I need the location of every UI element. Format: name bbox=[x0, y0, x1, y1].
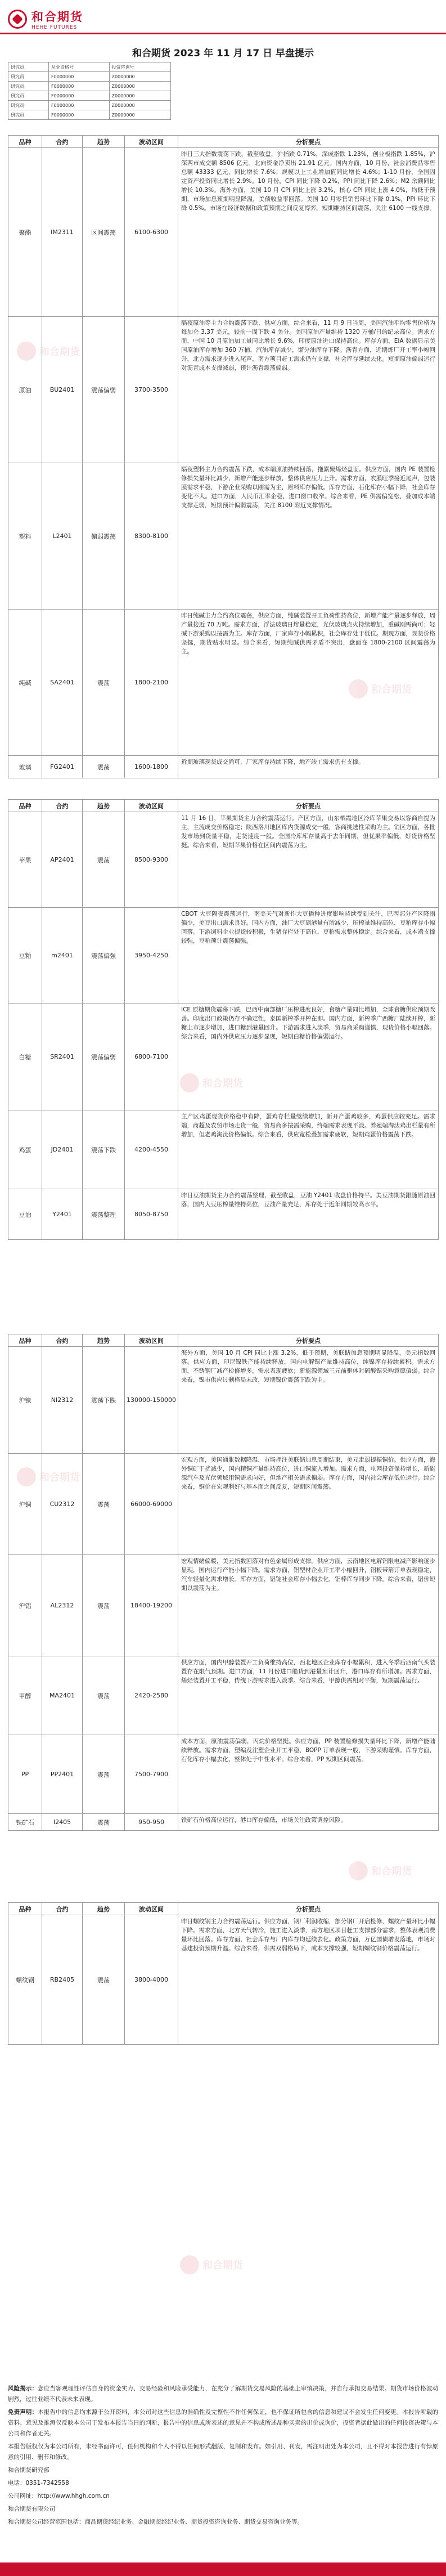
cell-variety: 沪镍 bbox=[8, 1347, 42, 1454]
watermark-logo-icon bbox=[349, 1861, 368, 1880]
column-header-contract: 合约 bbox=[42, 1334, 83, 1347]
cell-range: 18400-19200 bbox=[125, 1555, 178, 1656]
contact-row bbox=[8, 62, 171, 72]
table-header-row bbox=[8, 136, 439, 148]
cell-analysis: 昨日螺纹钢主力合约震荡运行。供应方面，钢厂利润收缩，部分钢厂开启检修，螺纹产量环比小幅下降。需求方面，北方天气转冷，施工进入淡季，南方地区项目赶工支撑部分需求，整体表观消费量环比回落。库存方面，社会库存与厂内库存均延续去化。政策方面，万亿国债增发落地，市场对基建投资预期升温。综合来看，供需双弱格局下，成本支撑较强，短期螺纹钢价格震荡运行。 bbox=[178, 1915, 439, 2045]
contact-row bbox=[8, 82, 171, 91]
contact-cell: F0000000 bbox=[49, 91, 110, 101]
cell-contract: MA2401 bbox=[42, 1656, 83, 1735]
cell-variety: PP bbox=[8, 1735, 42, 1814]
table-row bbox=[8, 148, 439, 317]
cell-range: 7500-7900 bbox=[125, 1735, 178, 1814]
contact-cell: Z0000000 bbox=[109, 101, 170, 110]
cell-variety: 原油 bbox=[8, 317, 42, 463]
cell-trend: 震荡 bbox=[83, 1454, 125, 1555]
cell-variety: 沪铜 bbox=[8, 1454, 42, 1555]
report-title: 和合期货 2023 年 11 月 17 日 早盘提示 bbox=[132, 48, 314, 59]
cell-range: 950-950 bbox=[125, 1814, 178, 1831]
report-notes bbox=[8, 2384, 438, 2530]
cell-analysis: CBOT 大豆隔夜震荡运行，南美天气对新作大豆播种进度影响持续受到关注，巴西部分产区降雨偏少，美豆出口需求良好。国内方面，油厂大豆到港量有所减少，压榨量维持高位，豆粕库存小幅回落。下游饲料企业提货较积极，生猪存栏处于高位，豆粕需求整体稳定。综合来看，成本端支撑较强，豆粕预计震荡偏强。 bbox=[178, 908, 439, 1003]
cell-trend: 震荡偏强 bbox=[83, 908, 125, 1003]
cell-contract: RB2405 bbox=[42, 1915, 83, 2045]
contact-cell: 研究员 bbox=[8, 101, 49, 110]
column-header-range: 波动区间 bbox=[125, 800, 178, 812]
cell-contract: m2401 bbox=[42, 908, 83, 1003]
cell-analysis: 近期玻璃现货成交尚可，厂家库存持续下降，地产竣工需求仍有支撑。 bbox=[178, 756, 439, 778]
cell-variety: 豆油 bbox=[8, 1189, 42, 1240]
cell-contract: IM2311 bbox=[42, 148, 83, 317]
cell-contract: AL2312 bbox=[42, 1555, 83, 1656]
table-row bbox=[8, 1003, 439, 1110]
contact-cell: 投资咨询号 bbox=[109, 62, 170, 72]
footer-bar bbox=[0, 2562, 446, 2576]
company-name-footer: 和合期货有限公司 bbox=[8, 2506, 55, 2512]
contact-row bbox=[8, 110, 171, 120]
cell-contract: SA2401 bbox=[42, 610, 83, 756]
cell-range: 8500-9300 bbox=[125, 812, 178, 908]
cell-variety: 纯碱 bbox=[8, 610, 42, 756]
table-row bbox=[8, 756, 439, 778]
contact-row bbox=[8, 72, 171, 82]
cell-contract: JD2401 bbox=[42, 1110, 83, 1189]
cell-analysis: 宏观方面，美国通胀数据降温，市场押注美联储加息周期结束，美元走弱提振铜价。供应方面，海外铜矿干扰减少，国内精铜产量维持高位，进口铜流入增加。需求方面，电网投资保持增长，新能源汽车及光伏领域用铜需求向好，但地产相关需求偏弱。库存方面，国内社会库存低位运行。综合来看，铜价在宏观利好与基本面之间反复，短期区间震荡。 bbox=[178, 1454, 439, 1555]
cell-range: 8050-8750 bbox=[125, 1189, 178, 1240]
cell-analysis: 主产区鸡蛋现货价格稳中有降，蛋鸡存栏量继续增加，新开产蛋鸡较多，鸡蛋供应较充足。需求端，商超及农贸市场走货一般，贸易商多按需采购，终端需求表现平淡。养殖端淘汰鸡出栏量有所增加，但老鸡淘汰价格偏低。综合来看，供应宽松叠加需求疲软，短期鸡蛋价格震荡下跌。 bbox=[178, 1110, 439, 1189]
company-name-en: HEHE FUTURES bbox=[31, 25, 78, 30]
analyst-contacts-table bbox=[8, 62, 171, 120]
cell-contract: SR2401 bbox=[42, 1003, 83, 1110]
contact-cell: 从业资格号 bbox=[49, 62, 110, 72]
table-header-row bbox=[8, 1903, 439, 1915]
cell-range: 130000-150000 bbox=[125, 1347, 178, 1454]
table-header-row bbox=[8, 1334, 439, 1347]
contact-cell: Z0000000 bbox=[109, 91, 170, 101]
table-row bbox=[8, 1915, 439, 2045]
cell-contract: I2405 bbox=[42, 1814, 83, 1831]
cell-analysis: 供应方面，国内甲醇装置开工负荷维持高位，西北地区企业库存小幅累积，进入冬季后西南气头装置存在限气预期。进口方面，11 月份进口船货到港量预计回升，港口库存有所增加。需求方面，烯烃装置开工平稳，传统下游需求进入淡季。综合来看，甲醇供需相对平衡，短期震荡运行。 bbox=[178, 1656, 439, 1735]
cell-contract: PP2401 bbox=[42, 1735, 83, 1814]
table-row bbox=[8, 1110, 439, 1189]
cell-range: 3700-3500 bbox=[125, 317, 178, 463]
copyright: 本报告版权仅为本公司所有，未经书面许可，任何机构和个人不得以任何形式翻版、复制和发布。如引用、刊发，需注明出处为本公司，且不得对本报告进行有悖原意的引用、删节和修改。 bbox=[8, 2443, 438, 2461]
company-logo-icon bbox=[8, 10, 27, 29]
contact-row bbox=[8, 101, 171, 110]
column-header-range: 波动区间 bbox=[125, 1903, 178, 1915]
cell-trend: 震荡下跌 bbox=[83, 1347, 125, 1454]
column-header-analysis: 分析要点 bbox=[178, 136, 439, 148]
cell-trend: 震荡偏弱 bbox=[83, 317, 125, 463]
cell-trend: 震荡 bbox=[83, 1915, 125, 2045]
cell-contract: L2401 bbox=[42, 463, 83, 610]
cell-trend: 震荡 bbox=[83, 1555, 125, 1656]
cell-variety: 沪铝 bbox=[8, 1555, 42, 1656]
contact-cell: F0000000 bbox=[49, 110, 110, 120]
cell-range: 1600-1800 bbox=[125, 756, 178, 778]
column-header-analysis: 分析要点 bbox=[178, 800, 439, 812]
column-header-contract: 合约 bbox=[42, 1903, 83, 1915]
column-header-variety: 品种 bbox=[8, 1903, 42, 1915]
cell-range: 4200-4550 bbox=[125, 1110, 178, 1189]
table-row bbox=[8, 1189, 439, 1240]
table-row bbox=[8, 1656, 439, 1735]
cell-contract: FG2401 bbox=[42, 756, 83, 778]
table-header-row bbox=[8, 800, 439, 812]
column-header-range: 波动区间 bbox=[125, 1334, 178, 1347]
cell-analysis: 宏观情绪偏暖，美元指数回落对有色金属形成支撑。供应方面，云南地区电解铝限电减产影响逐步显现，国内运行产能小幅下降。需求方面，铝型材企业开工率小幅回升，铝板带箔订单表现稳定，汽车轻量化需求增长。库存方面，铝锭社会库存小幅去化，铝棒库存同步下降。综合来看，铝价短期以震荡为主。 bbox=[178, 1555, 439, 1656]
watermark-logo-icon bbox=[180, 2255, 199, 2274]
contact-cell: F0000000 bbox=[49, 72, 110, 82]
cell-analysis: 铁矿石价格高位运行，港口库存偏低，市场关注政策调控风险。 bbox=[178, 1814, 439, 1831]
cell-trend: 震荡 bbox=[83, 812, 125, 908]
contact-cell: 研究员 bbox=[8, 62, 49, 72]
table-row bbox=[8, 1735, 439, 1814]
cell-trend: 区间震荡 bbox=[83, 148, 125, 317]
column-header-range: 波动区间 bbox=[125, 136, 178, 148]
cell-analysis: 隔夜塑料主力合约震荡下跌，成本端原油持续回落，拖累聚烯烃盘面。供应方面，国内 PE 装置检修损失量环比减少，新增产能逐步释放，整体供应压力上升。需求方面，农膜旺季接近尾声，包装膜需求平稳，下游企业采购以刚需为主，原料库存偏低。库存方面，石化库存小幅下降，社会库存变化不大。进口方面，人民币汇率企稳，进口窗口收窄。综合来看，PE 供需偏宽松，叠加成本端支撑走弱，短期预计偏弱震荡，关注 8100 附近支撑情况。 bbox=[178, 463, 439, 610]
cell-analysis: ICE 原糖期货震荡下跌，巴西中南部糖厂压榨进度良好，食糖产量同比增加，全球食糖供应预期改善。印度出口政策仍存不确定性，泰国新榨季开榨在即。国内方面，新榨季广西糖厂陆续开榨，新糖上市逐步增加，进口糖到港量回升。下游需求进入淡季，贸易商采购谨慎，现货价格小幅回落。综合来看，国内外供应压力逐步显现，短期白糖价格偏弱运行。 bbox=[178, 1003, 439, 1110]
cell-contract: Y2401 bbox=[42, 1189, 83, 1240]
contact-cell: 研究员 bbox=[8, 72, 49, 82]
watermark-text: 和合期货 bbox=[371, 684, 412, 696]
table-row bbox=[8, 317, 439, 463]
cell-analysis: 昨日三大指数震荡下跌，截至收盘，沪指跌 0.71%，深成指跌 1.23%，创业板指跌 1.85%，沪深两市成交额 8506 亿元。北向资金净卖出 21.91 亿元。国内方面，10 月份，社会消费品零售总额 43333 亿元，同比增长 7.6%；规模以上工业增加值同比增长 4.6%；1-10 月份，全国固定资产投资同比增长 2.9%。10 月份，CPI 同比下降 0.2%，PPI 同比下降 2.6%；M2 余额同比增长 10.3%。海外方面，美国 10 月 CPI 同比上涨 3.2%，核心 CPI 同比上涨 4.0%，均低于预期，市场加息预期明显降温，美债收益率回落。美国 10 月零售销售环比下降 0.1%，PPI 环比下降 0.5%。市场在经济数据和政策预期之间反复博弈，短期维持区间震荡，关注 6100 一线支撑。 bbox=[178, 148, 439, 317]
cell-contract: NI2312 bbox=[42, 1347, 83, 1454]
cell-variety: 鸡蛋 bbox=[8, 1110, 42, 1189]
cell-analysis: 成本方面，原油震荡偏弱，丙烷价格坚挺。供应方面，PP 装置检修损失量环比下降，新增产能陆续释放。需求方面，塑编及注塑企业开工平稳，BOPP 订单表现一般，下游采购谨慎。库存方面，石化库存小幅去化，整体处于中性水平。综合来看，PP 短期区间震荡。 bbox=[178, 1735, 439, 1814]
column-header-trend: 趋势 bbox=[83, 136, 125, 148]
business-scope: 和合期货公司经营范围包括：商品期货经纪业务、金融期货经纪业务、期货投资咨询业务、期货交易咨询业务等。 bbox=[8, 2519, 303, 2525]
cell-analysis: 海外方面，美国 10 月 CPI 同比上涨 3.2%，低于预期，美联储加息预期明显降温，美元指数回落。供应方面，印尼镍铁产能持续释放，国内电解镍产量维持高位，纯镍库存持续累积。需求方面，不锈钢厂减产检修增多，需求表现疲软；新能源领域三元前驱体对硫酸镍采购意愿偏弱。综合来看，镍市供应过剩格局未改，短期镍价震荡下跌为主。 bbox=[178, 1347, 439, 1454]
disclaimer: 免责声明：本报告中的信息均来源于公开资料，本公司对这些信息的准确性及完整性不作任何保证，也不保证所包含的信息和建议不会发生任何变更。本报告所载的资料、意见及推测仅反映本公司于发布本报告当日的判断，报告中的信息或所表述的意见并不构成所述品种买卖的出价或询价，投资者据此做出的任何投资决策与本公司和作者无关。 bbox=[8, 2409, 439, 2437]
cell-trend: 震荡整理 bbox=[83, 1189, 125, 1240]
research-dept: 和合期货研究部 bbox=[8, 2467, 49, 2474]
table-row bbox=[8, 812, 439, 908]
contact-cell: F0000000 bbox=[49, 101, 110, 110]
cell-trend: 震荡 bbox=[83, 1814, 125, 1831]
cell-range: 6100-6300 bbox=[125, 148, 178, 317]
cell-variety: 塑料 bbox=[8, 463, 42, 610]
risk-statement: 风险揭示：您应当客观理性评估自身的资金实力、交易经验和风险承受能力，在充分了解期货交易风险的基础上审慎决策，并自行承担交易结果。期货市场价格波动剧烈，过往业绩不代表未来表现。 bbox=[8, 2385, 439, 2403]
column-header-contract: 合约 bbox=[42, 136, 83, 148]
cell-range: 66000-69000 bbox=[125, 1454, 178, 1555]
contact-cell: 研究员 bbox=[8, 110, 49, 120]
contact-cell: Z0000000 bbox=[109, 110, 170, 120]
cell-variety: 甲醇 bbox=[8, 1656, 42, 1735]
cell-variety: 玻璃 bbox=[8, 756, 42, 778]
cell-analysis: 隔夜原油等主力合约震荡下跌，供应方面，综合来看，11 月 9 日当周，美国汽油平均零售价格为每加仑 3.37 美元，较前一周下跌 4 美分。美国原油产量维持 1320 万桶/日的纪录高位。需求方面，中国 10 月原油加工量同比增长 9.6%，印度原油进口保持高位。库存方面，EIA 数据显示美国原油库存增加 360 万桶，汽油库存减少，馏分油库存下降。沥青方面，近期炼厂开工率小幅回升，北方需求逐步进入尾声，南方项目赶工需求仍有支撑，社会库存延续去化。短期原油偏弱运行对沥青成本支撑减弱，预计沥青震荡偏弱。 bbox=[178, 317, 439, 463]
column-header-analysis: 分析要点 bbox=[178, 1903, 439, 1915]
cell-variety: 聚酯 bbox=[8, 148, 42, 317]
watermark-text: 和合期货 bbox=[371, 1866, 412, 1878]
cell-variety: 螺纹钢 bbox=[8, 1915, 42, 2045]
cell-contract: BU2401 bbox=[42, 317, 83, 463]
watermark-text: 和合期货 bbox=[202, 1078, 243, 1090]
watermark-text: 和合期货 bbox=[202, 2260, 243, 2272]
watermark-text: 和合期货 bbox=[39, 346, 80, 358]
strategy-table-metals-chemicals bbox=[8, 1334, 439, 1831]
contact-cell: 研究员 bbox=[8, 82, 49, 91]
table-row bbox=[8, 463, 439, 610]
column-header-analysis: 分析要点 bbox=[178, 1334, 439, 1347]
table-row bbox=[8, 1347, 439, 1454]
contact-cell: Z0000000 bbox=[109, 72, 170, 82]
column-header-variety: 品种 bbox=[8, 800, 42, 812]
contact-row bbox=[8, 91, 171, 101]
cell-variety: 苹果 bbox=[8, 812, 42, 908]
strategy-table-black bbox=[8, 1902, 439, 2045]
column-header-trend: 趋势 bbox=[83, 1334, 125, 1347]
column-header-variety: 品种 bbox=[8, 1334, 42, 1347]
cell-contract: AP2401 bbox=[42, 812, 83, 908]
column-header-trend: 趋势 bbox=[83, 1903, 125, 1915]
strategy-table-macro-energy bbox=[8, 135, 439, 778]
website[interactable]: 公司网址：http://www.hhgh.com.cn bbox=[8, 2493, 110, 2499]
table-row bbox=[8, 1454, 439, 1555]
cell-range: 3950-4250 bbox=[125, 908, 178, 1003]
watermark-text: 和合期货 bbox=[39, 1472, 80, 1484]
cell-trend: 震荡 bbox=[83, 1735, 125, 1814]
cell-trend: 震荡 bbox=[83, 1656, 125, 1735]
cell-range: 3800-4000 bbox=[125, 1915, 178, 2045]
company-name: 和合期货 bbox=[31, 10, 83, 24]
column-header-trend: 趋势 bbox=[83, 800, 125, 812]
column-header-contract: 合约 bbox=[42, 800, 83, 812]
contact-cell: 研究员 bbox=[8, 91, 49, 101]
table-row bbox=[8, 908, 439, 1003]
cell-variety: 豆粕 bbox=[8, 908, 42, 1003]
cell-analysis: 昨日纯碱主力合约高位震荡，供应方面，纯碱装置开工负荷维持高位，新增产能产量逐步释放，周产量接近 70 万吨。需求方面，浮法玻璃日熔量稳定，光伏玻璃点火持续增加，重碱刚需尚可；轻碱下游采购以按需为主。库存方面，厂家库存小幅累积，社会库存处于低位。期现方面，现货价格坚挺，期货贴水明显。综合来看，短期纯碱供需矛盾不突出，盘面在 1800-2100 区间震荡为主。 bbox=[178, 610, 439, 756]
company-logo bbox=[8, 8, 83, 30]
cell-variety: 铁矿石 bbox=[8, 1814, 42, 1831]
cell-variety: 白糖 bbox=[8, 1003, 42, 1110]
contact-cell: F0000000 bbox=[49, 82, 110, 91]
cell-trend: 偏弱震荡 bbox=[83, 463, 125, 610]
cell-contract: CU2312 bbox=[42, 1454, 83, 1555]
cell-analysis: 11 月 16 日，苹果期货主力合约震荡运行。产区方面，山东栖霞地区冷库苹果交易以客商自提为主，主流成交价格稳定；陕西洛川地区库内货源成交一般，客商挑选性采购为主。销区方面，各批发市场到货量平稳，走货速度一般。全国冷库库存量高于去年同期，但优果率偏低，好货价格坚挺。综合来看，短期苹果价格在区间内震荡为主。 bbox=[178, 812, 439, 908]
cell-trend: 震荡 bbox=[83, 756, 125, 778]
table-row bbox=[8, 1555, 439, 1656]
cell-range: 2420-2580 bbox=[125, 1656, 178, 1735]
cell-trend: 震荡偏弱 bbox=[83, 1003, 125, 1110]
table-row bbox=[8, 1814, 439, 1831]
cell-range: 8300-8100 bbox=[125, 463, 178, 610]
header-divider bbox=[0, 33, 446, 34]
strategy-table-agriculture bbox=[8, 799, 439, 1240]
cell-analysis: 昨日豆油期货主力合约震荡整理，截至收盘，豆油 Y2401 收盘价格持平。美豆油期货跟随原油回落，国内大豆压榨量维持高位，豆油产量充足，库存处于近年同期较高水平。 bbox=[178, 1189, 439, 1240]
contact-cell: Z0000000 bbox=[109, 82, 170, 91]
cell-trend: 震荡 bbox=[83, 610, 125, 756]
cell-trend: 震荡下跌 bbox=[83, 1110, 125, 1189]
table-row bbox=[8, 610, 439, 756]
cell-range: 6800-7100 bbox=[125, 1003, 178, 1110]
phone: 电话：0351-7342558 bbox=[8, 2480, 69, 2487]
page-header bbox=[0, 0, 446, 39]
cell-range: 1800-2100 bbox=[125, 610, 178, 756]
column-header-variety: 品种 bbox=[8, 136, 42, 148]
